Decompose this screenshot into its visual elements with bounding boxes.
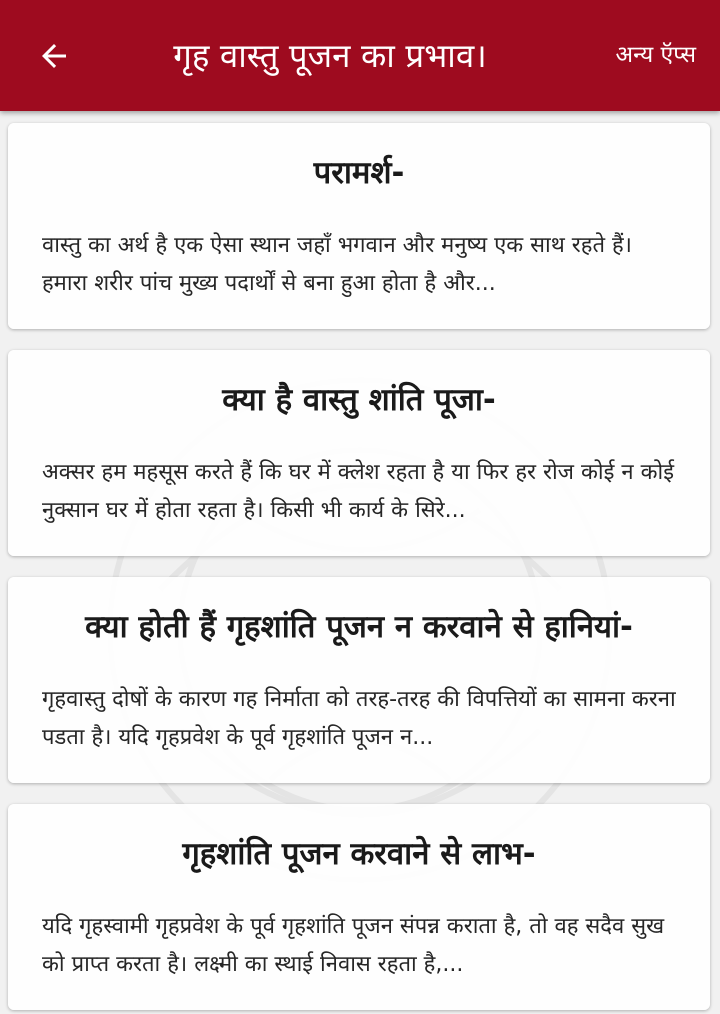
card-excerpt: वास्तु का अर्थ है एक ऐसा स्थान जहाँ भगवान और मनुष्य एक साथ रहते हैं। हमारा शरीर पांच मुख्य पदार्थों से बना हुआ होता है और... (42, 233, 633, 296)
article-card-4[interactable] (8, 804, 710, 1010)
arrow-left-icon (36, 38, 72, 74)
app-bar (0, 0, 720, 111)
card-excerpt: यदि गृहस्वामी गृहप्रवेश के पूर्व गृहशांति पूजन संपन्न कराता है, तो वह सदैव सुख को प्राप्त करता है। लक्ष्मी का स्थाई निवास रहता है,... (42, 914, 665, 977)
article-list (0, 111, 720, 1014)
card-title: परामर्श- (313, 155, 405, 191)
article-card-2[interactable] (8, 350, 710, 556)
card-title: गृहशांति पूजन करवाने से लाभ- (182, 836, 536, 872)
article-card-3[interactable] (8, 577, 710, 783)
other-apps-button[interactable]: अन्य ऍप्स (615, 42, 696, 68)
back-button[interactable] (22, 28, 86, 84)
card-title: क्या होती हैं गृहशांति पूजन न करवाने से हानियां- (85, 609, 633, 645)
card-excerpt: गृहवास्तु दोषों के कारण गह निर्माता को तरह-तरह की विपत्तियों का सामना करना पडता है। यदि गृहप्रवेश के पूर्व गृहशांति पूजन न... (42, 687, 676, 750)
card-excerpt: अक्सर हम महसूस करते हैं कि घर में क्लेश रहता है या फिर हर रोज कोई न कोई नुक्सान घर में होता रहता है। किसी भी कार्य के सिरे... (42, 460, 674, 523)
card-title: क्या है वास्तु शांति पूजा- (222, 382, 496, 418)
page-title: गृह वास्तु पूजन का प्रभाव। (173, 36, 487, 75)
article-card-1[interactable] (8, 123, 710, 329)
